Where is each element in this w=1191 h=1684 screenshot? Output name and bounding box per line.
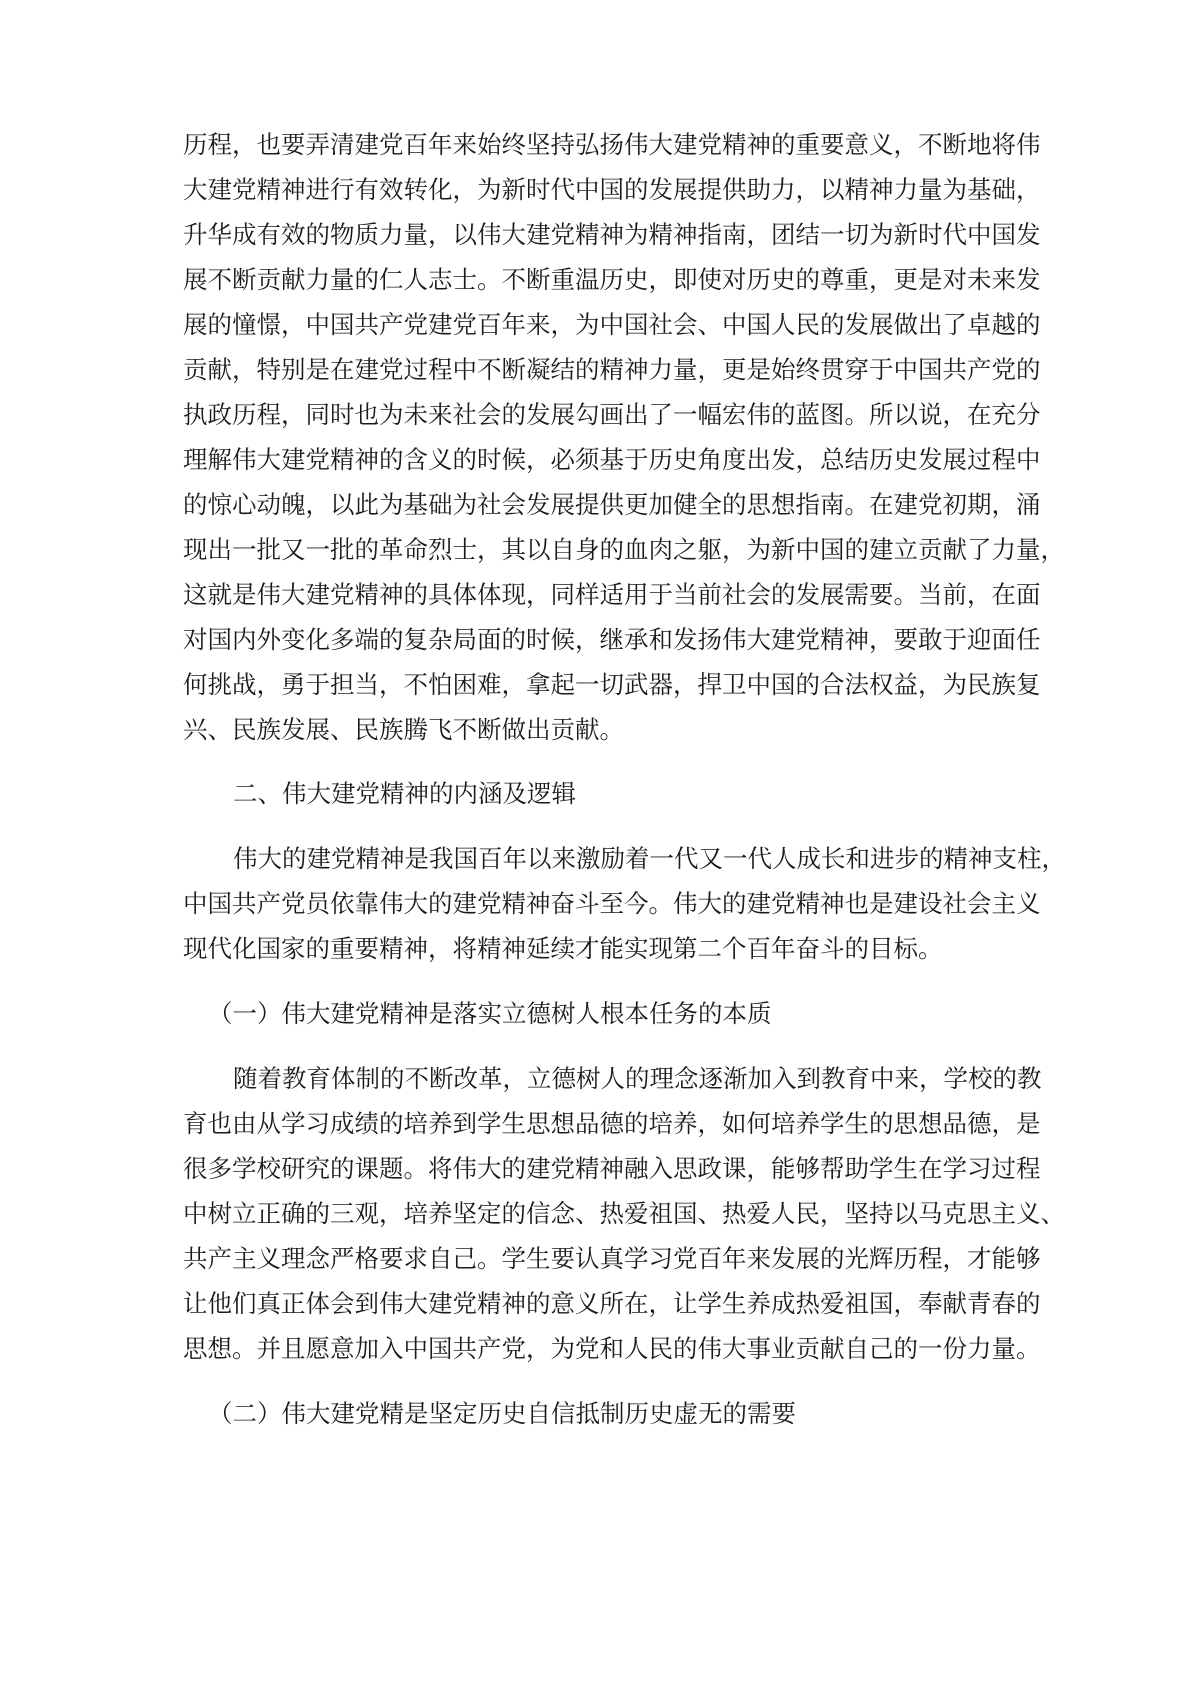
text-line: 执政历程，同时也为未来社会的发展勾画出了一幅宏伟的蓝图。所以说，在充分	[183, 400, 1041, 429]
text-line: 现出一批又一批的革命烈士，其以自身的血肉之躯，为新中国的建立贡献了力量，	[183, 535, 1065, 564]
text-line: 兴、民族发展、民族腾飞不断做出贡献。	[183, 715, 624, 744]
text-line: 升华成有效的物质力量，以伟大建党精神为精神指南，团结一切为新时代中国发	[183, 220, 1041, 249]
text-line: 这就是伟大建党精神的具体体现，同样适用于当前社会的发展需要。当前，在面	[183, 580, 1041, 609]
text-line: 共产主义理念严格要求自己。学生要认真学习党百年来发展的光辉历程，才能够	[183, 1244, 1041, 1273]
text-line: 对国内外变化多端的复杂局面的时候，继承和发扬伟大建党精神，要敢于迎面任	[183, 625, 1041, 654]
text-line: 展的憧憬，中国共产党建党百年来，为中国社会、中国人民的发展做出了卓越的	[183, 310, 1041, 339]
text-line: 中国共产党员依靠伟大的建党精神奋斗至今。伟大的建党精神也是建设社会主义	[183, 889, 1041, 918]
text-line: 伟大的建党精神是我国百年以来激励着一代又一代人成长和进步的精神支柱，	[233, 844, 1066, 873]
text-line: 的惊心动魄，以此为基础为社会发展提供更加健全的思想指南。在建党初期，涌	[183, 490, 1041, 519]
text-line: 大建党精神进行有效转化，为新时代中国的发展提供助力，以精神力量为基础，	[183, 175, 1041, 204]
text-line: 现代化国家的重要精神，将精神延续才能实现第二个百年奋斗的目标。	[183, 934, 943, 963]
subsection-heading: （一）伟大建党精神是落实立德树人根本任务的本质	[208, 999, 772, 1028]
section-heading: 二、伟大建党精神的内涵及逻辑	[233, 779, 576, 808]
subsection-heading: （二）伟大建党精是坚定历史自信抵制历史虚无的需要	[208, 1399, 796, 1428]
text-line: 中树立正确的三观，培养坚定的信念、热爱祖国、热爱人民，坚持以马克思主义、	[183, 1199, 1065, 1228]
text-line: 何挑战，勇于担当，不怕困难，拿起一切武器，捍卫中国的合法权益，为民族复	[183, 670, 1041, 699]
text-line: 随着教育体制的不断改革，立德树人的理念逐渐加入到教育中来，学校的教	[233, 1064, 1042, 1093]
text-line: 育也由从学习成绩的培养到学生思想品德的培养，如何培养学生的思想品德，是	[183, 1109, 1041, 1138]
text-line: 展不断贡献力量的仁人志士。不断重温历史，即使对历史的尊重，更是对未来发	[183, 265, 1041, 294]
text-line: 贡献，特别是在建党过程中不断凝结的精神力量，更是始终贯穿于中国共产党的	[183, 355, 1041, 384]
text-line: 理解伟大建党精神的含义的时候，必须基于历史角度出发，总结历史发展过程中	[183, 445, 1041, 474]
text-line: 历程，也要弄清建党百年来始终坚持弘扬伟大建党精神的重要意义，不断地将伟	[183, 130, 1041, 159]
text-line: 思想。并且愿意加入中国共产党，为党和人民的伟大事业贡献自己的一份力量。	[183, 1334, 1041, 1363]
text-line: 很多学校研究的课题。将伟大的建党精神融入思政课，能够帮助学生在学习过程	[183, 1154, 1041, 1183]
text-line: 让他们真正体会到伟大建党精神的意义所在，让学生养成热爱祖国，奉献青春的	[183, 1289, 1041, 1318]
